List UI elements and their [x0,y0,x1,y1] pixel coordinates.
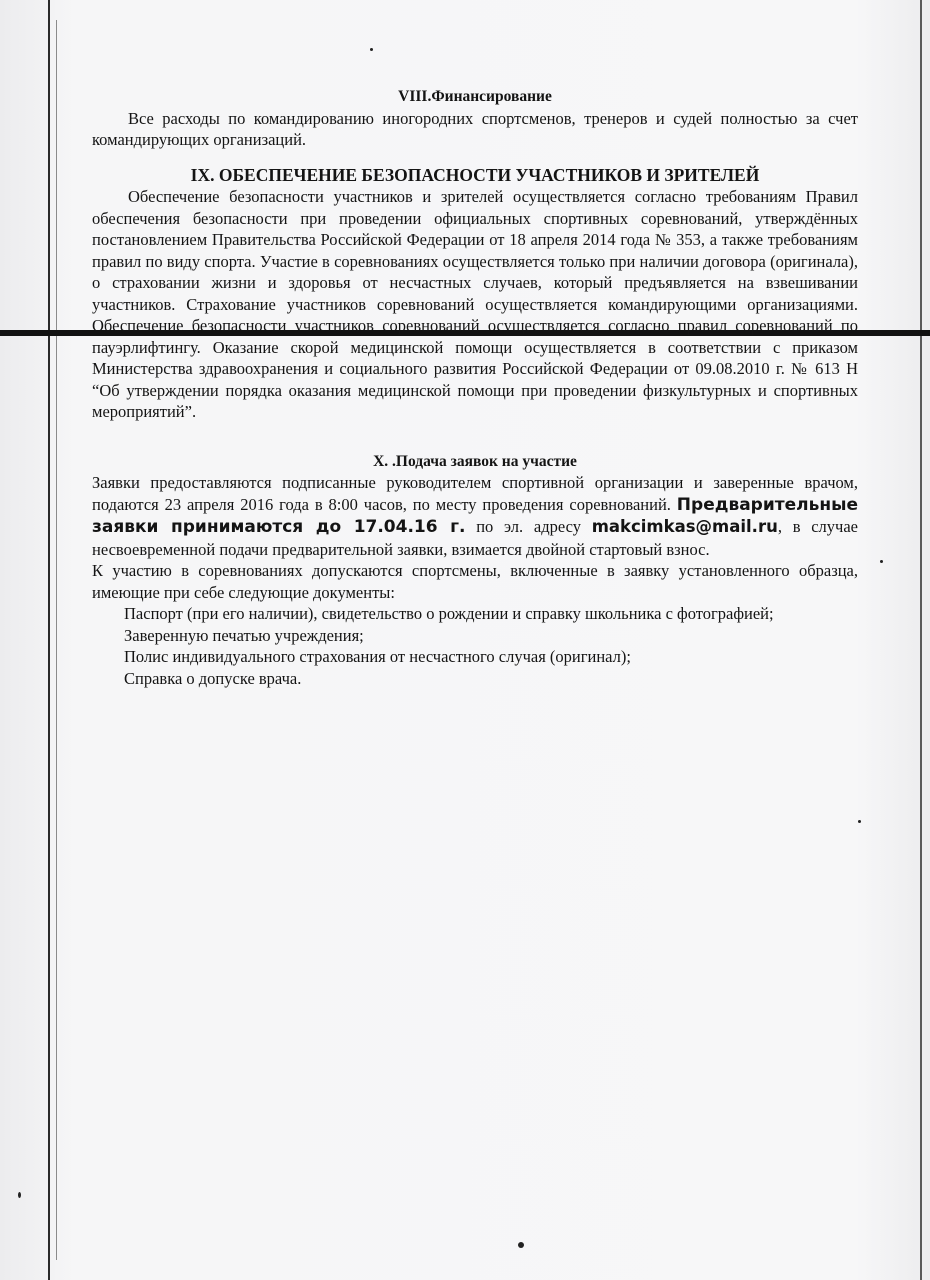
applications-text: Заявки предоставляются подписанные руководителем спортивной организации и заверенные врачом, подаются 23 апреля 2016 года в 8:00 часов, по месту проведения соревнований. [92,473,858,514]
speck-mark [370,48,373,51]
section-10-heading: X. .Подача заявок на участие [373,452,577,470]
speck-mark [18,1192,21,1198]
section-8-heading: VIII.Финансирование [398,88,552,105]
preliminary-deadline: Предварительные заявки принимаются до 17.04.16 г. [92,494,858,537]
required-documents-list [92,603,858,689]
left-margin-line-secondary [56,20,57,1260]
section-10-paragraph-2: К участию в соревнованиях допускаются спортсмены, включенные в заявку установленного образца, имеющие при себе следующие документы: [92,561,858,602]
document-body [92,86,858,689]
section-9-text: Обеспечение безопасности участников и зрителей осуществляется согласно требованиям Правил обеспечения безопасности при проведении официальных спортивных соревнований, утверждённых постановлением Правительства Российской Федерации от 18 апреля 2014 года № 353, а также требованиям правил по виду спорта. Участие в соревнованиях осуществляется только при наличии договора (оригинала), о страховании жизни и здоровья от несчастных случаев, который предъявляется на взвешивании участников. Страхование участников соревнований осуществляется командирующими организациями. Обеспечение безопасности участников соревнований осуществляется согласно правил соревнований по пауэрлифтингу. Оказание скорой медицинской помощи осуществляется в соответствии с приказом Министерства здравоохранения и социального развития Российской Федерации от 09.08.2010 г. № 613 Н “Об утверждении порядка оказания медицинской помощи при проведении физкультурных и спортивных мероприятий”. [92,187,858,421]
email-lead-text: по эл. адресу [465,517,592,536]
speck-mark [880,560,883,563]
contact-email: makcimkas@mail.ru [591,517,778,536]
left-margin-line [48,0,50,1280]
right-page-edge [920,0,922,1280]
section-10-paragraph-1 [92,472,858,560]
document-item: Заверенную печатью учреждения; [124,625,364,645]
speck-mark [518,1242,524,1248]
late-fee-text: , в случае несвоевременной подачи предварительной заявки, взимается двойной стартовый взнос. [92,517,858,559]
document-item: Полис индивидуального страхования от несчастного случая (оригинал); [124,647,631,666]
document-item: Справка о допуске врача. [124,668,302,688]
section-9-heading: IX. ОБЕСПЕЧЕНИЕ БЕЗОПАСНОСТИ УЧАСТНИКОВ И ЗРИТЕЛЕЙ [190,164,760,185]
speck-mark [858,820,861,823]
section-8-text: Все расходы по командированию иногородних спортсменов, тренеров и судей полностью за счет командирующих организаций. [92,108,858,149]
document-item: Паспорт (при его наличии), свидетельство о рождении и справку школьника с фотографией; [124,604,774,623]
